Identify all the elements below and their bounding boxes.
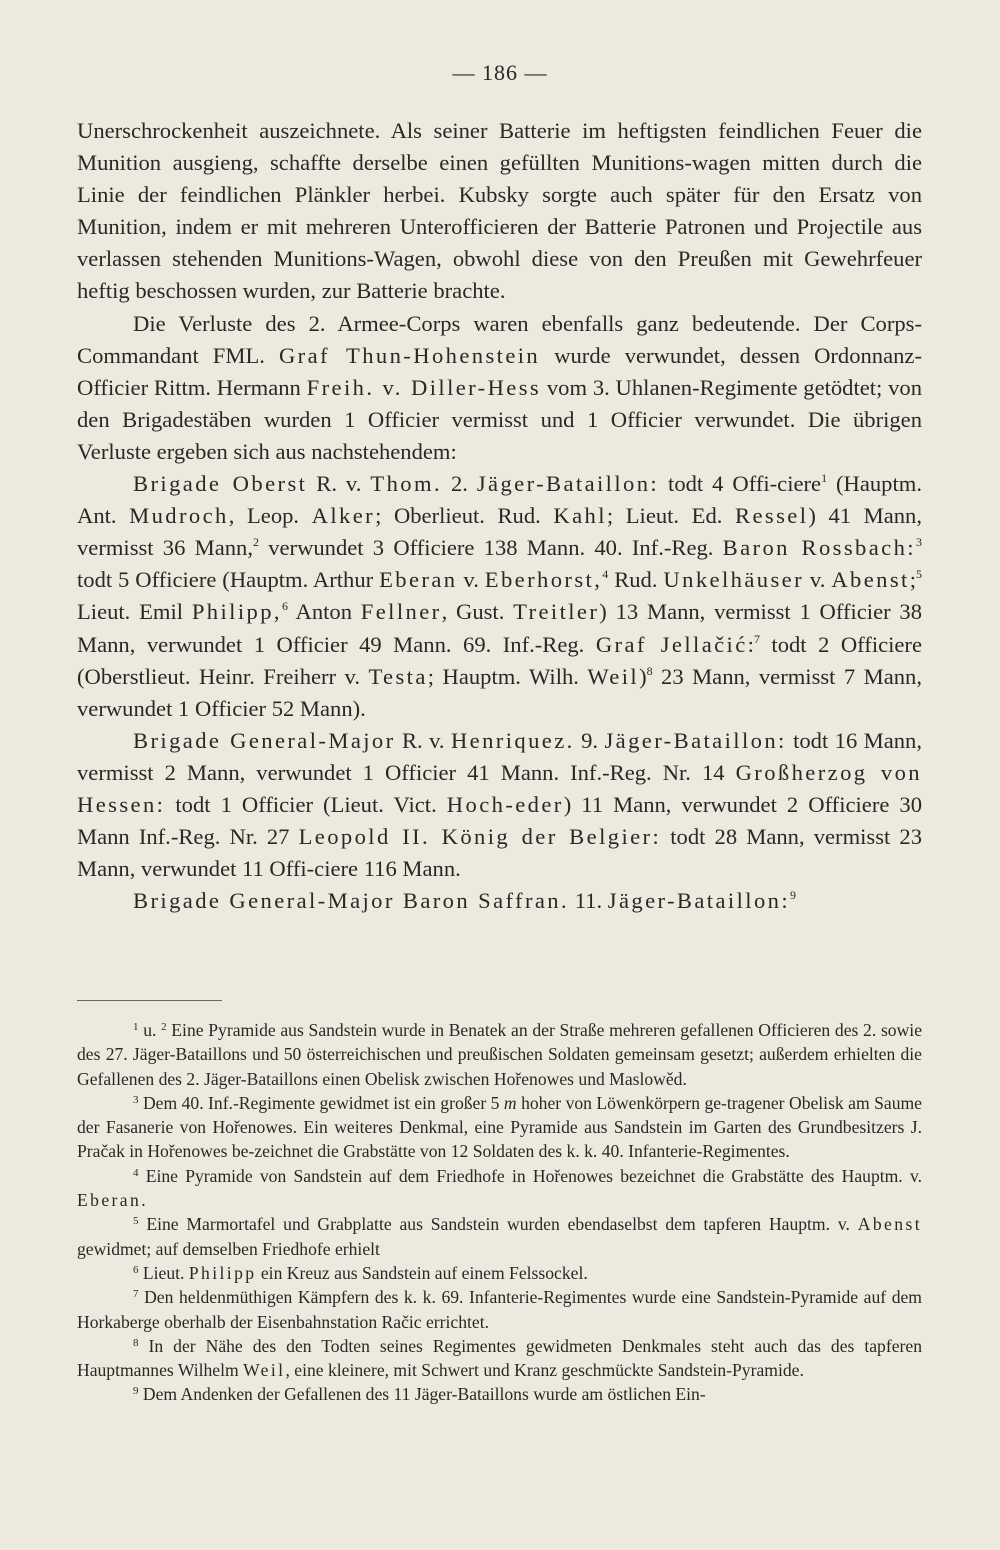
footnote-reference: 1 [821,471,828,486]
spaced-name: Thom. [370,471,442,497]
spaced-name: Freih. v. Diller-Hess [306,374,542,400]
spaced-name: Ressel [734,503,809,529]
footnote [77,1334,922,1383]
text-run: R. v. [395,727,451,753]
footnote-reference: 8 [646,663,653,678]
text-run: Den heldenmüthigen Kämpfern des k. k. 69. Infanterie-Regimentes wurde eine Sandstein-Pyramide auf dem Horkaberge oberhalb der Eisenbahnstation Račic errichtet. [77,1287,922,1332]
spaced-name: Kahl [553,503,607,529]
footnote-divider [77,1000,222,1001]
text-run: Lieut. [138,1262,189,1283]
text-run: 23 Mann, vermisst 7 Mann, verwundet 1 Officier 52 Mann). [77,663,922,721]
footnote [77,1285,922,1334]
spaced-name: Philipp, [191,599,282,625]
spaced-name: Eberan. [77,1190,149,1211]
spaced-name: Großherzog von Hessen: [77,759,922,817]
spaced-name: Henriquez. [450,727,575,753]
footnote [77,1212,922,1261]
text-run: Lieut. Emil [77,599,192,625]
footnote-reference: 4 [602,567,609,582]
text-run: ; Oberlieut. Rud. [375,503,554,529]
spaced-name: Mudroch [129,503,229,529]
footnote-marker: 4 [133,1166,139,1179]
spaced-name: Weil [243,1360,286,1381]
text-run: v. [457,567,485,593]
text-run: todt 4 Offi-ciere [659,471,822,497]
text-run: ; [909,567,917,593]
text-run: , eine kleinere, mit Schwert und Kranz geschmückte Sandstein-Pyramide. [285,1360,804,1381]
text-run: 2. [442,471,477,497]
spaced-name: Eberhorst, [484,567,603,593]
footnote-reference: 5 [916,567,923,582]
text-run: In der Nähe des den Todten seines Regimentes gewidmeten Denkmales steht auch das des tapferen Hauptmannes Wilhelm [77,1335,922,1381]
spaced-name: Fellner [360,599,442,625]
text-run: ein Kreuz aus Sandstein auf einem Felssockel. [256,1262,588,1283]
text-run: ; Hauptm. Wilh. [427,663,588,689]
text-run: ; Lieut. Ed. [606,503,735,529]
footnote-reference: 6 [281,599,288,614]
paragraph [77,115,922,308]
text-run: , Gust. [441,599,514,625]
spaced-name: Eberan [379,567,458,593]
page-number: — 186 — [452,60,548,85]
spaced-name: Brigade Oberst [133,471,308,497]
text-run: Die Verluste des 2. Armee-Corps waren ebenfalls ganz bedeutende. Der Corps-Commandant FML. [77,310,922,368]
spaced-name: Graf Thun-Hohenstein [278,342,541,368]
spaced-name: Jäger-Bataillon: [607,888,791,914]
footnote-marker: 2 [161,1021,167,1033]
footnote-reference: 3 [915,535,922,550]
spaced-name: Weil [587,663,640,689]
text-run: verwundet 3 Officiere 138 Mann. 40. Inf.-Reg. [258,535,723,561]
text-run: 11. [569,888,608,914]
footnote-marker: 6 [133,1263,139,1276]
text-run: hoher von Löwenkörpern ge-tragener Obelisk am Saume der Fasanerie von Hořenowes. Ein weiteres Denkmal, eine Pyramide aus Sandstein im Garten des Grundbesitzers J. Pračak in Hořenowes be-zeichnet die Grabstätte von 12 Soldaten des k. k. 40. Infanterie-Regimentes. [77,1092,922,1162]
paragraph [77,468,922,725]
footnote [77,1018,922,1091]
footnote-reference: 7 [753,631,760,646]
text-run: ) 11 Mann, verwundet 2 Officiere 30 Mann Inf.-Reg. Nr. 27 [77,791,923,850]
spaced-name: Abenst [831,567,910,593]
text-run: gewidmet; auf demselben Friedhofe erhielt [77,1238,380,1259]
text-run: Rud. [608,567,664,593]
text-run: , Leop. [228,503,312,529]
footnote-marker: 8 [133,1336,139,1349]
italic-text: m [503,1092,517,1113]
text-run: todt 1 Officier (Lieut. Vict. [165,791,447,817]
footnote-marker: 3 [133,1093,139,1106]
footnote [77,1261,922,1285]
footnote-marker: 9 [133,1385,139,1398]
paragraph [77,725,922,885]
text-run: vom 3. Uhlanen-Regimente getödtet; von den Brigadestäben wurden 1 Officier vermisst und 1 Officier verwundet. Die übrigen Verluste ergeben sich aus nachstehendem: [77,374,923,464]
text-run: Anton [287,599,361,625]
spaced-name: Testa [368,663,428,689]
spaced-name: Treitler [513,599,600,625]
text-run: 9. [574,727,605,753]
text-run: Eine Marmortafel und Grabplatte aus Sandstein wurden ebendaselbst dem tapferen Hauptm. v. [138,1214,858,1235]
footnotes [77,1018,922,1407]
spaced-name: Brigade General-Major Baron Saffran. [133,888,570,914]
spaced-name: Unkelhäuser [663,567,805,593]
text-run: R. v. [307,471,371,497]
text-run: wurde verwundet, dessen Ordonnanz-Officier Rittm. Hermann [77,342,922,400]
footnote [77,1164,922,1213]
footnote [77,1091,922,1164]
footnote-marker: 7 [133,1288,139,1301]
text-run: Eine Pyramide von Sandstein auf dem Friedhofe in Hořenowes bezeichnet die Grabstätte des Hauptm. v. [138,1165,922,1186]
text-run: Dem 40. Inf.-Regimente gewidmet ist ein großer 5 [138,1092,504,1113]
spaced-name: Abenst [857,1214,922,1235]
spaced-name: Jäger-Bataillon: [476,471,660,497]
spaced-name: Alker [311,503,376,529]
spaced-name: Leopold II. König der Belgier: [298,824,662,850]
text-run: : [747,631,754,657]
text-run: ) 13 Mann, vermisst 1 Officier 38 Mann, verwundet 1 Officier 49 Mann. 69. Inf.-Reg. [77,599,922,657]
footnote-reference: 2 [252,535,259,550]
paragraph [77,308,922,468]
text-run: u. [138,1020,162,1040]
spaced-name: Jäger-Bataillon: [604,727,787,753]
footnote [77,1382,922,1406]
text-run: todt 16 Mann, vermisst 2 Mann, verwundet 1 Officier 41 Mann. Inf.-Reg. Nr. 14 [77,727,922,785]
spaced-name: Brigade General-Major [133,727,396,753]
text-run: Unerschrockenheit auszeichnete. Als seiner Batterie im heftigsten feindlichen Feuer die Munition ausgieng, schaffte derselbe einen gefüllten Munitions-wagen mitten durch die Linie der feindlichen Plänkler herbei. Kubsky sorgte auch später für den Ersatz von Munition, indem er mit mehreren Unterofficieren der Batterie Patronen und Projectile aus verlassen stehenden Munitions-Wagen, obwohl diese von den Preußen mit Gewehrfeuer heftig beschossen wurden, zur Batterie brachte. [77,118,922,304]
spaced-name: Philipp [188,1262,257,1283]
text-run: todt 28 Mann, vermisst 23 Mann, verwundet 11 Offi-ciere 116 Mann. [77,824,922,882]
footnote-marker: 1 [133,1021,139,1033]
text-run: Eine Pyramide aus Sandstein wurde in Benatek an der Straße mehreren gefallenen Officieren des 2. sowie des 27. Jäger-Bataillons und 50 österreichischen und preußischen Soldaten gemeinsam gesetzt; außerdem erhielten die Gefallenen des 2. Jäger-Bataillons einen Obelisk zwischen Hořenowes und Maslowěd. [77,1020,922,1089]
paragraph [77,885,922,917]
spaced-name: Hoch-eder [446,791,564,817]
body-text [77,115,922,917]
footnote-reference: 9 [790,888,797,903]
text-run: todt 2 Officiere (Oberstlieut. Heinr. Freiherr v. [77,631,922,689]
text-run: ) [639,663,647,689]
text-run: (Hauptm. Ant. [77,471,922,529]
text-run: v. [804,567,832,593]
text-run: ) 41 Mann, vermisst 36 Mann, [77,503,922,561]
text-run: todt 5 Officiere (Hauptm. Arthur [77,567,380,593]
spaced-name: Baron Rossbach: [722,535,916,561]
footnote-marker: 5 [133,1215,139,1228]
spaced-name: Graf Jellačić [595,631,748,657]
text-run: Dem Andenken der Gefallenen des 11 Jäger-Bataillons wurde am östlichen Ein- [138,1384,706,1405]
